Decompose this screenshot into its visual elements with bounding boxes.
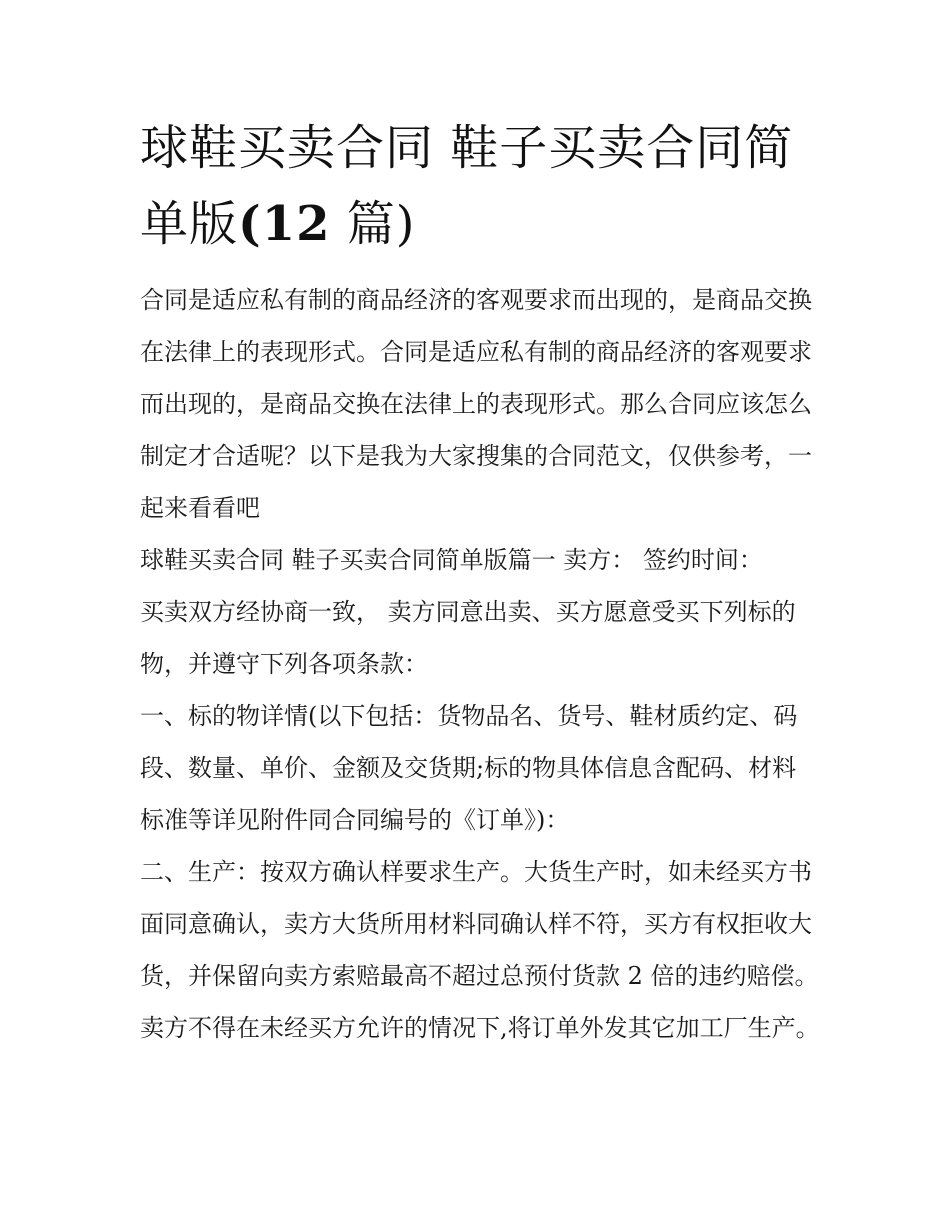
clause-two-paragraph: 二、生产：按双方确认样要求生产。大货生产时，如未经买方书面同意确认，卖方大货所用材料同确认样不符，买方有权拒收大货，并保留向卖方索赔最高不超过总预付货款 2 倍的违约赔偿。卖方不得在未经买方允许的情况下,将订单外发其它加工厂生产。: [140, 858, 820, 1042]
title-line-2-number: (12: [238, 196, 331, 252]
title-line-2-tail: 篇): [330, 196, 416, 252]
document-body: [140, 274, 820, 1054]
document-title: [140, 110, 820, 262]
title-line-2-text: 单版: [140, 196, 239, 252]
clause-one-paragraph: 一、标的物详情(以下包括：货物品名、货号、鞋材质约定、码段、数量、单价、金额及交货期;标的物具体信息含配码、材料标准等详见附件同合同编号的《订单》)：: [140, 702, 798, 834]
document-content: [140, 110, 820, 1054]
contract-heading-paragraph: 球鞋买卖合同 鞋子买卖合同简单版篇一 卖方： 签约时间：: [140, 546, 763, 574]
agreement-paragraph: 买卖双方经协商一致， 卖方同意出卖、买方愿意受买下列标的物，并遵守下列各项条款：: [140, 598, 796, 678]
intro-paragraph: 合同是适应私有制的商品经济的客观要求而出现的，是商品交换在法律上的表现形式。合同是适应私有制的商品经济的客观要求而出现的，是商品交换在法律上的表现形式。那么合同应该怎么制定才合适呢？以下是我为大家搜集的合同范文，仅供参考，一起来看看吧: [140, 286, 812, 522]
title-line-1: 球鞋买卖合同 鞋子买卖合同简: [140, 120, 794, 176]
